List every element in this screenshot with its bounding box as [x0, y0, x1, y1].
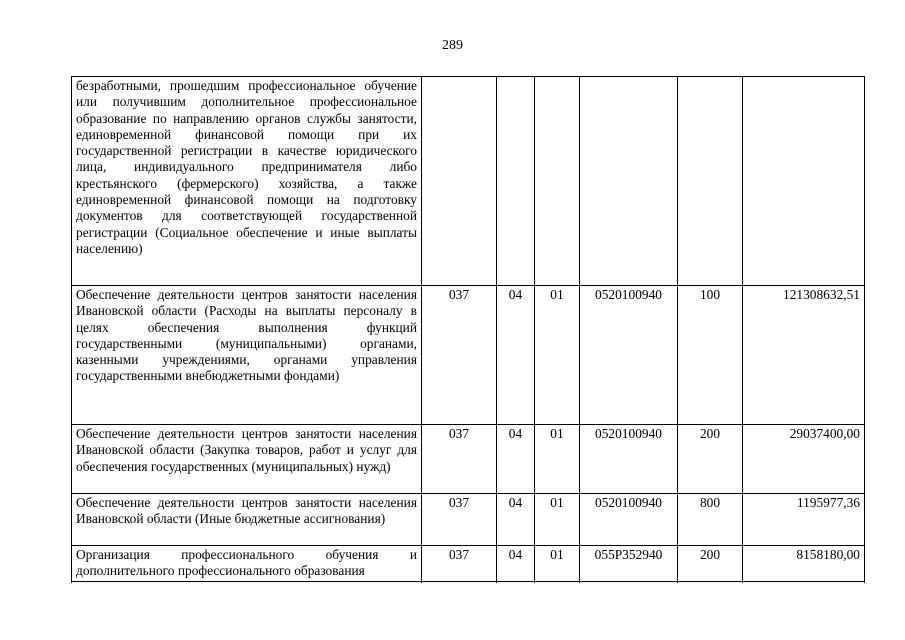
- page-number: 289: [442, 38, 463, 53]
- amount: 29037400,00: [743, 425, 865, 494]
- row-description: безработными, прошедшим профессиональное обучение или получившим дополнительное профессиональное образование по направлению органов службы занятости, единовременной финансовой помощи при их государственной регистрации в качестве юридического лица, индивидуального предпринимателя либо крестьянского (фермерского) хозяйства, а также единовременной финансовой помощи на подготовку документов для соответствующей государственной регистрации (Социальное обеспечение и иные выплаты населению): [72, 77, 422, 286]
- table-row: [72, 546, 865, 583]
- table-row: [72, 77, 865, 286]
- target-article-code: 0520100940: [580, 494, 678, 546]
- table-row: [72, 286, 865, 425]
- ministry-code: 037: [422, 546, 497, 583]
- ministry-code: 037: [422, 286, 497, 425]
- target-article-code: 055Р352940: [580, 546, 678, 583]
- amount: 8158180,00: [743, 546, 865, 583]
- subsection-code: 01: [535, 286, 580, 425]
- expense-type-code: 100: [678, 286, 743, 425]
- section-code: [497, 77, 535, 286]
- table-row: [72, 425, 865, 494]
- amount: [743, 77, 865, 286]
- target-article-code: 0520100940: [580, 425, 678, 494]
- subsection-code: 01: [535, 494, 580, 546]
- row-description: Обеспечение деятельности центров занятости населения Ивановской области (Закупка товаров, работ и услуг для обеспечения государственных (муниципальных) нужд): [72, 425, 422, 494]
- row-description: Обеспечение деятельности центров занятости населения Ивановской области (Расходы на выплаты персоналу в целях обеспечения выполнения функций государственными (муниципальными) органами, казенными учреждениями, органами управления государственными внебюджетными фондами): [72, 286, 422, 425]
- expense-type-code: 200: [678, 546, 743, 583]
- row-description: Организация профессионального обучения и дополнительного профессионального образования: [72, 546, 422, 583]
- subsection-code: [535, 77, 580, 286]
- amount: 1195977,36: [743, 494, 865, 546]
- subsection-code: 01: [535, 546, 580, 583]
- section-code: 04: [497, 546, 535, 583]
- section-code: 04: [497, 286, 535, 425]
- table-row: [72, 494, 865, 546]
- expense-type-code: [678, 77, 743, 286]
- amount: 121308632,51: [743, 286, 865, 425]
- ministry-code: 037: [422, 425, 497, 494]
- subsection-code: 01: [535, 425, 580, 494]
- expense-type-code: 800: [678, 494, 743, 546]
- target-article-code: [580, 77, 678, 286]
- section-code: 04: [497, 425, 535, 494]
- budget-table: [71, 76, 865, 583]
- target-article-code: 0520100940: [580, 286, 678, 425]
- row-description: Обеспечение деятельности центров занятости населения Ивановской области (Иные бюджетные ассигнования): [72, 494, 422, 546]
- expense-type-code: 200: [678, 425, 743, 494]
- ministry-code: [422, 77, 497, 286]
- section-code: 04: [497, 494, 535, 546]
- table-bottom-border: [71, 581, 864, 582]
- ministry-code: 037: [422, 494, 497, 546]
